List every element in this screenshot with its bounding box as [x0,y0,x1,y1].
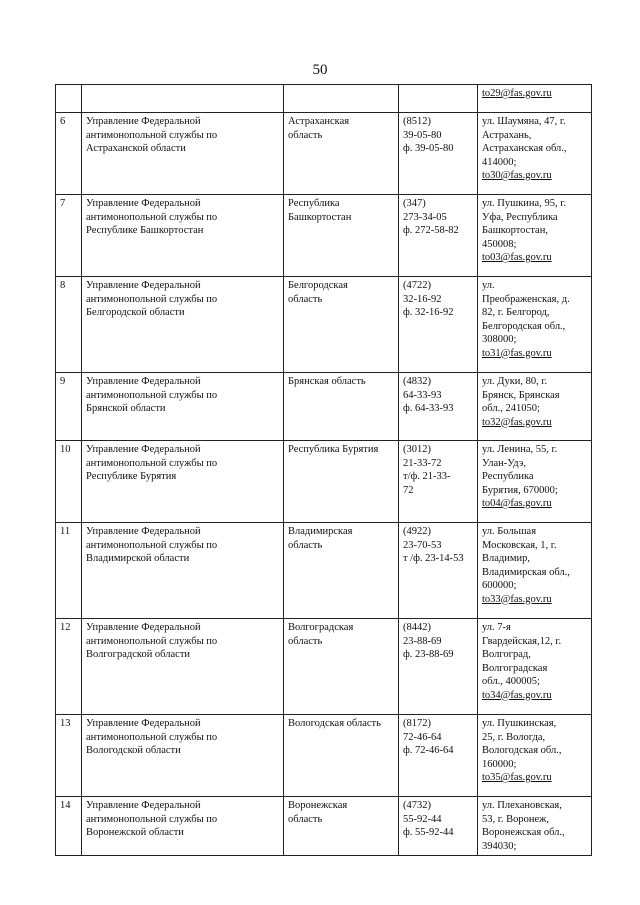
address-line: обл., 400005; [482,676,540,687]
address-line: 53, г. Воронеж, [482,813,550,825]
region-line: Астраханская [288,116,350,127]
region-line: Волгоградская [288,622,354,633]
organization-line: антимонопольной службы по [86,635,218,647]
organization-line: антимонопольной службы по [86,731,218,743]
phone-line: (8172) [403,718,431,729]
address-line: 394030; [482,840,517,852]
address-line: 308000; [482,334,517,345]
row-number [56,113,82,195]
region-cell [284,113,399,195]
address-line: 82, г. Белгород, [482,307,550,318]
email-link[interactable]: to31@fas.gov.ru [482,347,552,359]
phone-line: 21-33-72 [403,457,442,469]
phone-line: 23-70-53 [403,539,442,551]
address-cell [478,797,592,856]
email-link[interactable]: to29@fas.gov.ru [482,88,552,99]
phone-line: 32-16-92 [403,293,442,305]
region-cell [284,85,399,113]
organization-line: Управление Федеральной [86,526,201,537]
phone-cell [399,373,478,441]
table-row [56,715,592,797]
phone-line: (4832) [403,376,431,387]
organization-line: антимонопольной службы по [86,129,218,141]
organization-cell [82,277,284,373]
address-cell [478,619,592,715]
address-line: Преображенская, д. [482,293,570,305]
region-line: Воронежская [288,800,348,811]
organization-line: антимонопольной службы по [86,539,218,551]
address-line: ул. 7-я [482,622,511,633]
row-number [56,441,82,523]
directory-table [55,84,592,856]
phone-line: 55-92-44 [403,813,442,825]
phone-line: (8512) [403,116,431,127]
phone-line: 64-33-93 [403,389,442,401]
address-cell [478,195,592,277]
region-line: область [288,539,323,551]
phone-line: (4732) [403,800,431,811]
region-line: Владимирская [288,526,353,537]
address-line: Белгородская обл., [482,320,566,332]
region-line: область [288,635,323,647]
address-line: Астраханская обл., [482,143,567,154]
email-link[interactable]: to30@fas.gov.ru [482,170,552,181]
region-cell [284,441,399,523]
organization-cell [82,619,284,715]
address-line: Воронежская обл., [482,827,565,838]
row-number-text: 9 [60,376,66,387]
table-row [56,523,592,619]
row-number-text: 7 [60,198,66,209]
organization-cell [82,797,284,856]
phone-line: ф. 39-05-80 [403,143,454,154]
address-cell [478,85,592,113]
address-line: 600000; [482,580,517,591]
phone-cell [399,715,478,797]
address-line: Владимир, [482,553,531,564]
address-line: Республика [482,471,534,482]
organization-line: антимонопольной службы по [86,457,218,469]
address-line: ул. Пушкина, 95, г. [482,198,566,209]
organization-line: Воронежской области [86,827,184,838]
region-line: область [288,293,323,305]
region-line: область [288,813,323,825]
phone-cell [399,85,478,113]
organization-cell [82,523,284,619]
phone-line: 23-88-69 [403,635,442,647]
address-line: Башкортостан, [482,225,548,236]
organization-line: антимонопольной службы по [86,813,218,825]
table-row [56,619,592,715]
email-link[interactable]: to35@fas.gov.ru [482,772,552,783]
row-number-text: 12 [60,622,71,633]
row-number-text: 6 [60,116,66,127]
phone-cell [399,113,478,195]
phone-line: ф. 23-88-69 [403,649,454,660]
phone-cell [399,523,478,619]
organization-cell [82,195,284,277]
organization-cell [82,441,284,523]
organization-line: Управление Федеральной [86,376,201,387]
address-line: 414000; [482,156,517,168]
table-row [56,277,592,373]
organization-line: антимонопольной службы по [86,211,218,223]
organization-cell [82,715,284,797]
organization-line: Управление Федеральной [86,444,201,455]
phone-line: (8442) [403,622,431,633]
address-cell [478,715,592,797]
phone-cell [399,797,478,856]
phone-cell [399,441,478,523]
address-line: ул. Большая [482,526,537,537]
table-row [56,373,592,441]
region-line: Вологодская область [288,718,381,729]
organization-line: Управление Федеральной [86,622,201,633]
row-number [56,715,82,797]
region-cell [284,373,399,441]
row-number [56,797,82,856]
phone-line: (4722) [403,280,431,291]
row-number [56,85,82,113]
region-line: Белгородская [288,280,348,291]
email-link[interactable]: to34@fas.gov.ru [482,689,552,701]
organization-line: Республике Бурятия [86,471,177,482]
organization-line: антимонопольной службы по [86,389,218,401]
organization-line: Управление Федеральной [86,280,201,291]
address-cell [478,277,592,373]
row-number-text: 11 [60,526,71,537]
address-line: 160000; [482,758,517,770]
phone-line: т /ф. 23-14-53 [403,553,464,564]
row-number-text: 13 [60,718,71,729]
address-line: Астрахань, [482,129,532,141]
row-number [56,277,82,373]
page-number: 50 [312,62,328,78]
address-line: Вологодская обл., [482,745,562,756]
email-link[interactable]: to33@fas.gov.ru [482,593,552,605]
organization-line: Белгородской области [86,307,185,318]
table-row [56,195,592,277]
address-cell [478,113,592,195]
region-line: Башкортостан [288,211,352,223]
phone-line: ф. 32-16-92 [403,307,454,318]
organization-cell [82,373,284,441]
organization-line: Астраханской области [86,143,186,154]
address-line: ул. [482,280,495,291]
organization-cell [82,113,284,195]
region-cell [284,523,399,619]
address-line: ул. Шаумяна, 47, г. [482,116,566,127]
region-cell [284,715,399,797]
phone-line: т/ф. 21-33- [403,471,451,482]
table-row [56,797,592,856]
phone-line: (347) [403,198,426,209]
address-line: Владимирская обл., [482,566,570,578]
region-cell [284,619,399,715]
row-number [56,373,82,441]
address-cell [478,441,592,523]
phone-cell [399,277,478,373]
organization-line: Управление Федеральной [86,800,201,811]
phone-cell [399,619,478,715]
email-link[interactable]: to03@fas.gov.ru [482,252,552,263]
organization-line: Брянской области [86,403,166,414]
phone-line: (3012) [403,444,431,455]
organization-line: Вологодской области [86,745,181,756]
email-link[interactable]: to32@fas.gov.ru [482,416,552,428]
address-line: обл., 241050; [482,403,540,414]
phone-cell [399,195,478,277]
phone-line: 39-05-80 [403,129,442,141]
organization-line: Владимирской области [86,553,190,564]
phone-line: ф. 272-58-82 [403,225,459,236]
address-line: Брянск, Брянская [482,389,560,401]
organization-line: Волгоградской области [86,649,191,660]
address-line: ул. Плехановская, [482,800,562,811]
address-line: Волгоградская [482,662,548,674]
phone-line: 72-46-64 [403,731,442,743]
address-line: ул. Ленина, 55, г. [482,444,558,455]
table-row [56,441,592,523]
address-line: Московская, 1, г. [482,539,557,551]
region-line: Республика [288,198,340,209]
table-row [56,85,592,113]
address-line: Волгоград, [482,649,531,660]
phone-line: ф. 72-46-64 [403,745,454,756]
row-number [56,619,82,715]
row-number-text: 14 [60,800,71,811]
region-line: область [288,129,323,141]
address-line: Уфа, Республика [482,211,558,223]
phone-line: (4922) [403,526,431,537]
region-line: Брянская область [288,376,366,387]
address-line: Гвардейская,12, г. [482,635,562,647]
table-row [56,113,592,195]
address-cell [478,523,592,619]
row-number [56,523,82,619]
organization-line: антимонопольной службы по [86,293,218,305]
address-line: Бурятия, 670000; [482,484,558,496]
region-cell [284,797,399,856]
region-cell [284,277,399,373]
region-cell [284,195,399,277]
address-line: 450008; [482,238,517,250]
email-link[interactable]: to04@fas.gov.ru [482,498,552,509]
organization-line: Управление Федеральной [86,718,201,729]
region-line: Республика Бурятия [288,444,379,455]
row-number-text: 10 [60,444,71,455]
organization-line: Республике Башкортостан [86,225,204,236]
address-cell [478,373,592,441]
organization-line: Управление Федеральной [86,116,201,127]
phone-line: ф. 55-92-44 [403,827,454,838]
organization-line: Управление Федеральной [86,198,201,209]
organization-cell [82,85,284,113]
address-line: 25, г. Вологда, [482,731,546,743]
phone-line: 72 [403,484,414,496]
address-line: ул. Пушкинская, [482,718,557,729]
address-line: ул. Дуки, 80, г. [482,376,548,387]
row-number [56,195,82,277]
phone-line: 273-34-05 [403,211,447,223]
row-number-text: 8 [60,280,66,291]
address-line: Улан-Удэ, [482,457,526,469]
phone-line: ф. 64-33-93 [403,403,454,414]
